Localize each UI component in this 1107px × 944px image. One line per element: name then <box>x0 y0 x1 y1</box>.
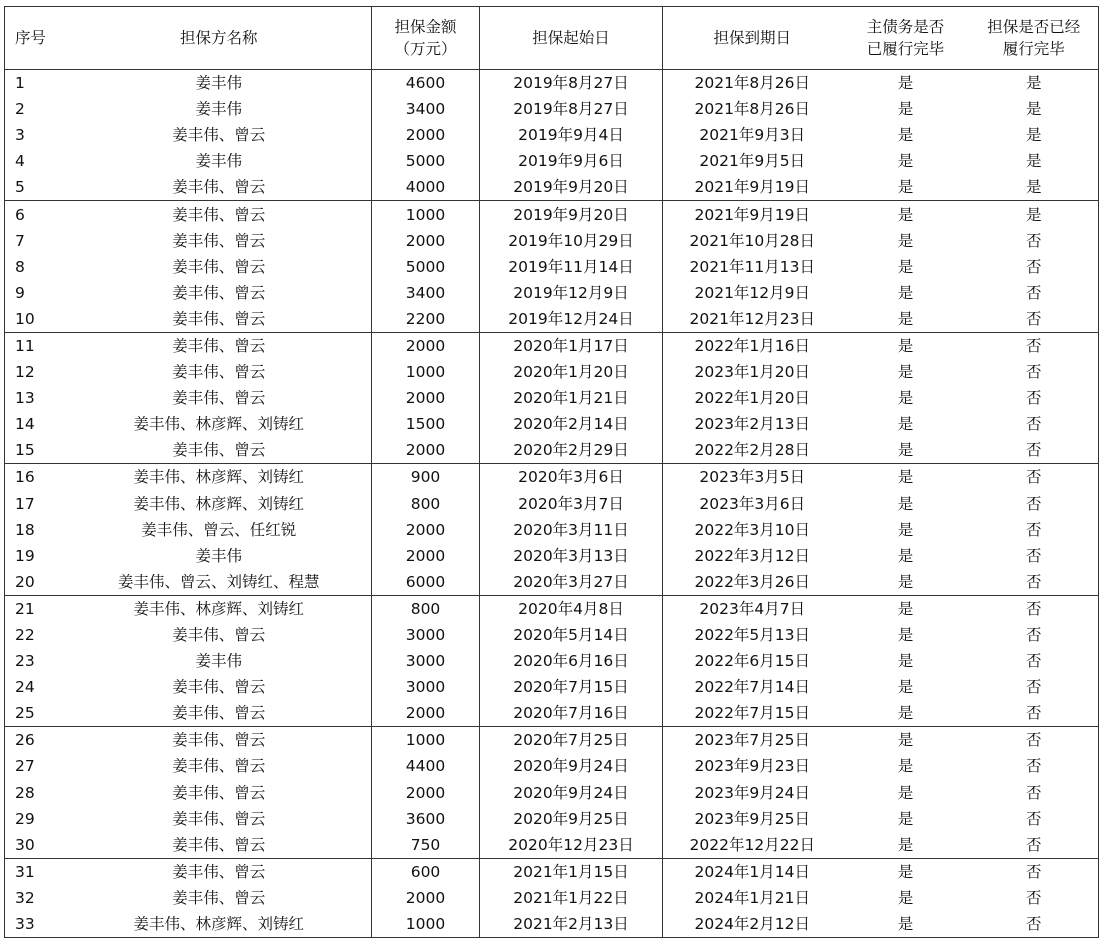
cell-index: 5 <box>5 174 67 201</box>
cell-main-debt-done: 是 <box>897 74 914 93</box>
cell-main-debt-done: 是 <box>842 911 970 938</box>
cell-index: 9 <box>5 280 67 306</box>
cell-index: 25 <box>5 700 67 727</box>
header-guarantee-done <box>970 7 1099 70</box>
cell-main-debt-done: 是 <box>842 464 970 491</box>
cell-main-debt-done: 是 <box>897 626 914 645</box>
table-row <box>5 174 1099 201</box>
cell-end-date: 2021年8月26日 <box>663 70 842 97</box>
cell-end-date: 2021年9月3日 <box>663 122 842 148</box>
cell-start-date: 2019年11月14日 <box>480 254 663 280</box>
cell-start-date: 2020年7月25日 <box>480 727 663 754</box>
cell-guarantee-done: 否 <box>970 780 1099 806</box>
cell-index: 22 <box>5 622 67 648</box>
cell-end-date: 2021年9月5日 <box>663 148 842 174</box>
cell-main-debt-done: 是 <box>897 363 914 382</box>
cell-guarantor-name: 姜丰伟、曾云 <box>172 126 266 145</box>
table-row <box>5 332 1099 359</box>
cell-start-date: 2020年7月15日 <box>480 674 663 700</box>
cell-amount: 1500 <box>372 411 480 437</box>
cell-index: 15 <box>5 437 67 464</box>
cell-start-date: 2019年8月27日 <box>480 96 663 122</box>
cell-start-date: 2020年5月14日 <box>480 622 663 648</box>
cell-amount: 2000 <box>372 228 480 254</box>
table-row <box>5 806 1099 832</box>
cell-main-debt-done: 是 <box>897 652 914 671</box>
cell-index: 31 <box>5 858 67 885</box>
cell-guarantor-name: 姜丰伟、曾云 <box>67 858 372 885</box>
cell-end-date: 2023年3月6日 <box>663 491 842 517</box>
cell-guarantee-done: 否 <box>970 280 1099 306</box>
cell-main-debt-done: 是 <box>897 546 914 565</box>
cell-main-debt-done: 是 <box>897 888 914 907</box>
header-row <box>5 7 1099 70</box>
table-row <box>5 228 1099 254</box>
cell-start-date: 2020年1月20日 <box>480 359 663 385</box>
cell-index: 17 <box>5 491 67 517</box>
cell-end-date: 2022年2月28日 <box>663 437 842 464</box>
cell-start-date: 2019年12月9日 <box>480 280 663 306</box>
cell-index: 8 <box>5 254 67 280</box>
cell-guarantor-name: 姜丰伟、曾云 <box>67 727 372 754</box>
cell-index: 2 <box>5 96 67 122</box>
cell-amount: 2000 <box>372 885 480 911</box>
cell-guarantor-name: 姜丰伟 <box>195 152 242 171</box>
table-row <box>5 70 1099 97</box>
table-row <box>5 437 1099 464</box>
cell-amount: 2000 <box>372 437 480 464</box>
table-row <box>5 517 1099 543</box>
table-row <box>5 96 1099 122</box>
table-row <box>5 674 1099 700</box>
header-main-debt-line1: 主债务是否 <box>866 18 945 36</box>
cell-end-date: 2022年3月26日 <box>663 569 842 596</box>
cell-start-date: 2020年4月8日 <box>480 595 663 622</box>
cell-guarantee-done: 是 <box>970 70 1099 97</box>
cell-index: 32 <box>5 885 67 911</box>
cell-guarantee-done: 否 <box>970 858 1099 885</box>
cell-end-date: 2021年11月13日 <box>663 254 842 280</box>
cell-main-debt-done: 是 <box>897 783 914 802</box>
cell-main-debt-done: 是 <box>897 100 914 119</box>
cell-index: 23 <box>5 648 67 674</box>
table-row <box>5 201 1099 228</box>
cell-end-date: 2022年3月12日 <box>663 543 842 569</box>
cell-main-debt-done: 是 <box>842 595 970 622</box>
header-guarantor-name: 担保方名称 <box>67 7 372 70</box>
cell-guarantee-done: 否 <box>970 332 1099 359</box>
cell-main-debt-done: 是 <box>897 178 914 197</box>
cell-index: 3 <box>5 122 67 148</box>
header-amount <box>372 7 480 70</box>
cell-guarantee-done: 否 <box>970 753 1099 779</box>
cell-guarantee-done: 否 <box>970 543 1099 569</box>
cell-amount: 1000 <box>372 911 480 938</box>
cell-guarantee-done: 否 <box>970 911 1099 938</box>
cell-amount: 2000 <box>372 517 480 543</box>
cell-main-debt-done: 是 <box>842 858 970 885</box>
cell-guarantor-name: 姜丰伟、曾云 <box>172 257 266 276</box>
cell-amount: 2000 <box>372 780 480 806</box>
header-end-date: 担保到期日 <box>663 7 842 70</box>
cell-amount: 3600 <box>372 806 480 832</box>
table-row <box>5 622 1099 648</box>
cell-start-date: 2019年12月24日 <box>480 306 663 333</box>
cell-index: 28 <box>5 780 67 806</box>
cell-end-date: 2022年12月22日 <box>663 832 842 859</box>
cell-guarantor-name: 姜丰伟、曾云 <box>172 363 266 382</box>
cell-start-date: 2020年2月14日 <box>480 411 663 437</box>
cell-index: 27 <box>5 753 67 779</box>
cell-main-debt-done: 是 <box>897 389 914 408</box>
cell-amount: 5000 <box>372 148 480 174</box>
cell-amount: 2000 <box>372 543 480 569</box>
cell-main-debt-done: 是 <box>897 520 914 539</box>
cell-guarantee-done: 否 <box>970 306 1099 333</box>
cell-guarantor-name: 姜丰伟、曾云 <box>172 441 266 460</box>
cell-start-date: 2021年1月22日 <box>480 885 663 911</box>
cell-amount: 1000 <box>372 727 480 754</box>
cell-guarantor-name: 姜丰伟、林彦辉、刘铸红 <box>67 911 372 938</box>
cell-guarantor-name: 姜丰伟、曾云 <box>172 626 266 645</box>
cell-end-date: 2024年2月12日 <box>663 911 842 938</box>
table-row <box>5 280 1099 306</box>
cell-amount: 3000 <box>372 622 480 648</box>
cell-guarantor-name: 姜丰伟、曾云 <box>67 201 372 228</box>
cell-end-date: 2024年1月14日 <box>663 858 842 885</box>
cell-start-date: 2020年1月17日 <box>480 332 663 359</box>
table-row <box>5 254 1099 280</box>
cell-start-date: 2020年9月25日 <box>480 806 663 832</box>
cell-start-date: 2020年2月29日 <box>480 437 663 464</box>
cell-guarantee-done: 是 <box>970 96 1099 122</box>
cell-guarantor-name: 姜丰伟、曾云 <box>172 389 266 408</box>
cell-guarantor-name: 姜丰伟、林彦辉、刘铸红 <box>67 464 372 491</box>
cell-main-debt-done: 是 <box>897 678 914 697</box>
cell-start-date: 2019年9月20日 <box>480 174 663 201</box>
cell-index: 16 <box>5 464 67 491</box>
cell-guarantee-done: 否 <box>970 491 1099 517</box>
cell-guarantee-done: 否 <box>970 832 1099 859</box>
cell-start-date: 2019年8月27日 <box>480 70 663 97</box>
cell-main-debt-done: 是 <box>897 415 914 434</box>
table-row <box>5 569 1099 596</box>
cell-start-date: 2019年10月29日 <box>480 228 663 254</box>
cell-index: 6 <box>5 201 67 228</box>
table-row <box>5 411 1099 437</box>
cell-main-debt-done: 是 <box>897 126 914 145</box>
table-row <box>5 306 1099 333</box>
cell-end-date: 2023年2月13日 <box>663 411 842 437</box>
cell-guarantor-name: 姜丰伟 <box>195 100 242 119</box>
cell-guarantor-name: 姜丰伟 <box>195 652 242 671</box>
cell-end-date: 2023年7月25日 <box>663 727 842 754</box>
table-row <box>5 385 1099 411</box>
cell-guarantee-done: 否 <box>970 727 1099 754</box>
cell-guarantee-done: 否 <box>970 885 1099 911</box>
cell-end-date: 2022年7月14日 <box>663 674 842 700</box>
cell-amount: 2200 <box>372 306 480 333</box>
cell-index: 21 <box>5 595 67 622</box>
table-row <box>5 122 1099 148</box>
cell-end-date: 2022年1月16日 <box>663 332 842 359</box>
table-row <box>5 464 1099 491</box>
cell-guarantee-done: 是 <box>970 201 1099 228</box>
cell-guarantor-name: 姜丰伟、林彦辉、刘铸红 <box>133 415 304 434</box>
cell-start-date: 2019年9月4日 <box>480 122 663 148</box>
table-row <box>5 148 1099 174</box>
cell-guarantee-done: 否 <box>970 437 1099 464</box>
cell-amount: 4600 <box>372 70 480 97</box>
cell-guarantee-done: 否 <box>970 411 1099 437</box>
cell-end-date: 2022年3月10日 <box>663 517 842 543</box>
cell-amount: 3000 <box>372 648 480 674</box>
table-row <box>5 753 1099 779</box>
cell-start-date: 2020年7月16日 <box>480 700 663 727</box>
cell-amount: 2000 <box>372 385 480 411</box>
header-guarantee-line2: 履行完毕 <box>1002 40 1065 58</box>
cell-guarantor-name: 姜丰伟、曾云 <box>172 704 266 723</box>
table-header <box>5 7 1099 70</box>
cell-start-date: 2020年12月23日 <box>480 832 663 859</box>
cell-main-debt-done: 是 <box>842 727 970 754</box>
cell-index: 26 <box>5 727 67 754</box>
header-amount-line1: 担保金额 <box>394 18 457 36</box>
cell-end-date: 2021年12月23日 <box>663 306 842 333</box>
table-row <box>5 727 1099 754</box>
cell-amount: 2000 <box>372 700 480 727</box>
table-row <box>5 491 1099 517</box>
cell-end-date: 2022年6月15日 <box>663 648 842 674</box>
cell-main-debt-done: 是 <box>897 231 914 250</box>
cell-guarantor-name: 姜丰伟、曾云 <box>172 809 266 828</box>
cell-end-date: 2021年10月28日 <box>663 228 842 254</box>
cell-amount: 3400 <box>372 280 480 306</box>
cell-guarantor-name: 姜丰伟 <box>195 546 242 565</box>
cell-amount: 6000 <box>372 569 480 596</box>
cell-start-date: 2020年3月27日 <box>480 569 663 596</box>
cell-amount: 2000 <box>372 122 480 148</box>
header-start-date: 担保起始日 <box>480 7 663 70</box>
cell-guarantee-done: 否 <box>970 359 1099 385</box>
cell-main-debt-done: 是 <box>897 257 914 276</box>
cell-end-date: 2023年9月23日 <box>663 753 842 779</box>
cell-main-debt-done: 是 <box>842 201 970 228</box>
cell-guarantor-name: 姜丰伟、曾云 <box>172 783 266 802</box>
cell-guarantee-done: 否 <box>970 622 1099 648</box>
cell-start-date: 2020年9月24日 <box>480 753 663 779</box>
cell-index: 1 <box>5 70 67 97</box>
cell-guarantor-name: 姜丰伟、林彦辉、刘铸红 <box>67 595 372 622</box>
cell-guarantor-name: 姜丰伟、曾云 <box>172 678 266 697</box>
header-index: 序号 <box>5 7 67 70</box>
cell-guarantor-name: 姜丰伟 <box>195 74 242 93</box>
cell-index: 24 <box>5 674 67 700</box>
cell-guarantor-name: 姜丰伟、曾云 <box>172 835 266 854</box>
cell-start-date: 2020年9月24日 <box>480 780 663 806</box>
cell-amount: 1000 <box>372 359 480 385</box>
cell-guarantee-done: 是 <box>970 122 1099 148</box>
header-main-debt-done <box>842 7 970 70</box>
cell-end-date: 2021年8月26日 <box>663 96 842 122</box>
cell-end-date: 2022年7月15日 <box>663 700 842 727</box>
cell-guarantor-name: 姜丰伟、曾云 <box>172 178 266 197</box>
cell-guarantee-done: 否 <box>970 228 1099 254</box>
cell-start-date: 2021年2月13日 <box>480 911 663 938</box>
cell-start-date: 2019年9月20日 <box>480 201 663 228</box>
cell-guarantee-done: 是 <box>970 174 1099 201</box>
cell-amount: 4400 <box>372 753 480 779</box>
cell-guarantee-done: 否 <box>970 517 1099 543</box>
cell-guarantor-name: 姜丰伟、曾云 <box>172 283 266 302</box>
cell-guarantor-name: 姜丰伟、曾云 <box>172 888 266 907</box>
cell-end-date: 2023年9月24日 <box>663 780 842 806</box>
cell-main-debt-done: 是 <box>897 309 914 328</box>
cell-index: 7 <box>5 228 67 254</box>
guarantee-table <box>4 6 1099 938</box>
cell-amount: 800 <box>372 595 480 622</box>
cell-index: 4 <box>5 148 67 174</box>
cell-guarantor-name: 姜丰伟、林彦辉、刘铸红 <box>133 494 304 513</box>
cell-guarantor-name: 姜丰伟、曾云 <box>172 757 266 776</box>
cell-guarantee-done: 否 <box>970 569 1099 596</box>
cell-guarantee-done: 否 <box>970 385 1099 411</box>
cell-main-debt-done: 是 <box>897 283 914 302</box>
cell-guarantor-name: 姜丰伟、曾云 <box>172 231 266 250</box>
cell-end-date: 2023年4月7日 <box>663 595 842 622</box>
cell-index: 30 <box>5 832 67 859</box>
cell-start-date: 2019年9月6日 <box>480 148 663 174</box>
cell-end-date: 2022年1月20日 <box>663 385 842 411</box>
table-row <box>5 648 1099 674</box>
cell-index: 11 <box>5 332 67 359</box>
cell-amount: 3400 <box>372 96 480 122</box>
guarantee-table-container <box>4 6 1098 938</box>
cell-amount: 1000 <box>372 201 480 228</box>
cell-index: 18 <box>5 517 67 543</box>
cell-guarantor-name: 姜丰伟、曾云、刘铸红、程慧 <box>117 572 320 591</box>
cell-main-debt-done: 是 <box>897 809 914 828</box>
cell-start-date: 2020年3月13日 <box>480 543 663 569</box>
cell-guarantee-done: 否 <box>970 254 1099 280</box>
cell-start-date: 2020年3月11日 <box>480 517 663 543</box>
cell-end-date: 2021年9月19日 <box>663 174 842 201</box>
cell-guarantor-name: 姜丰伟、曾云 <box>67 332 372 359</box>
cell-end-date: 2022年5月13日 <box>663 622 842 648</box>
cell-index: 29 <box>5 806 67 832</box>
table-row <box>5 858 1099 885</box>
cell-guarantee-done: 否 <box>970 700 1099 727</box>
table-row <box>5 780 1099 806</box>
cell-guarantee-done: 否 <box>970 674 1099 700</box>
cell-main-debt-done: 是 <box>897 494 914 513</box>
table-row <box>5 885 1099 911</box>
cell-index: 13 <box>5 385 67 411</box>
cell-guarantee-done: 否 <box>970 648 1099 674</box>
cell-main-debt-done: 是 <box>897 572 914 591</box>
cell-amount: 600 <box>372 858 480 885</box>
cell-end-date: 2023年1月20日 <box>663 359 842 385</box>
table-body <box>5 70 1099 938</box>
cell-guarantor-name: 姜丰伟、曾云 <box>172 309 266 328</box>
cell-amount: 2000 <box>372 332 480 359</box>
table-row <box>5 595 1099 622</box>
cell-amount: 900 <box>372 464 480 491</box>
cell-end-date: 2023年9月25日 <box>663 806 842 832</box>
cell-guarantee-done: 否 <box>970 806 1099 832</box>
cell-main-debt-done: 是 <box>897 835 914 854</box>
cell-amount: 4000 <box>372 174 480 201</box>
cell-main-debt-done: 是 <box>842 332 970 359</box>
cell-amount: 5000 <box>372 254 480 280</box>
cell-index: 33 <box>5 911 67 938</box>
cell-end-date: 2023年3月5日 <box>663 464 842 491</box>
cell-main-debt-done: 是 <box>897 152 914 171</box>
cell-guarantee-done: 否 <box>970 595 1099 622</box>
cell-start-date: 2020年3月6日 <box>480 464 663 491</box>
cell-index: 10 <box>5 306 67 333</box>
cell-index: 20 <box>5 569 67 596</box>
table-row <box>5 543 1099 569</box>
cell-index: 12 <box>5 359 67 385</box>
cell-amount: 3000 <box>372 674 480 700</box>
cell-end-date: 2021年12月9日 <box>663 280 842 306</box>
cell-start-date: 2020年3月7日 <box>480 491 663 517</box>
cell-guarantee-done: 是 <box>970 148 1099 174</box>
cell-main-debt-done: 是 <box>897 441 914 460</box>
table-row <box>5 700 1099 727</box>
cell-index: 19 <box>5 543 67 569</box>
cell-end-date: 2021年9月19日 <box>663 201 842 228</box>
table-row <box>5 911 1099 938</box>
cell-start-date: 2020年1月21日 <box>480 385 663 411</box>
cell-guarantor-name: 姜丰伟、曾云、任红锐 <box>141 520 297 539</box>
table-row <box>5 359 1099 385</box>
cell-end-date: 2024年1月21日 <box>663 885 842 911</box>
cell-index: 14 <box>5 411 67 437</box>
cell-amount: 750 <box>372 832 480 859</box>
cell-amount: 800 <box>372 491 480 517</box>
header-amount-line2: （万元） <box>394 40 457 58</box>
cell-main-debt-done: 是 <box>897 757 914 776</box>
cell-start-date: 2021年1月15日 <box>480 858 663 885</box>
table-row <box>5 832 1099 859</box>
cell-main-debt-done: 是 <box>897 704 914 723</box>
cell-start-date: 2020年6月16日 <box>480 648 663 674</box>
header-main-debt-line2: 已履行完毕 <box>866 40 945 58</box>
cell-guarantee-done: 否 <box>970 464 1099 491</box>
header-guarantee-line1: 担保是否已经 <box>987 18 1081 36</box>
